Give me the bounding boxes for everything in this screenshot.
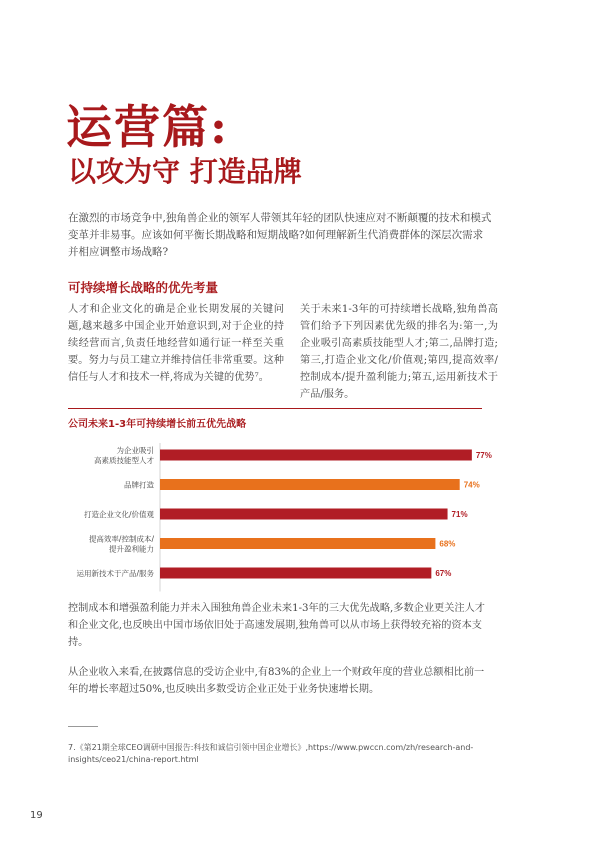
category-label-5-line-1: 运用新技术于产品/服务 (76, 569, 154, 578)
footnote: 7.《第21期全球CEO调研中国报告:科技和诚信引领中国企业增长》,https://www.pwccn.com/zh/research-and-insights/ceo21/china-report.html (68, 743, 474, 764)
page-number: 19 (30, 810, 43, 821)
bar-1 (160, 450, 472, 461)
category-label-2-line-1: 品牌打造 (124, 480, 154, 490)
category-label-1-line-2: 高素质技能型人才 (94, 456, 154, 465)
category-label-4-line-2: 提升盈利能力 (109, 544, 154, 554)
body-paragraph-2: 从企业收入来看,在披露信息的受访企业中,有83%的企业上一个财政年度的营业总额相比前一年的增长率超过50%,也反映出多数受访企业正处于业务快速增长期。 (68, 667, 485, 695)
category-label-4-line-1: 提高效率/控制成本/ (88, 534, 154, 544)
category-label-3-line-1: 打造企业文化/价值观 (83, 510, 154, 519)
bar-3 (160, 509, 448, 520)
left-column-text: 人才和企业文化的确是企业长期发展的关键问题,越来越多中国企业开始意识到,对于企业的持续经营而言,负责任地经营如通行证一样至关重要。努力与员工建立并维持信任非常重要。这种信任与人才和技术一样,将成为关键的优势⁷。 (68, 304, 284, 383)
right-column-text: 关于未来1-3年的可持续增长战略,独角兽高管们给予下列因素优先级的排名为:第一,为企业吸引高素质技能型人才;第二,品牌打造;第三,打造企业文化/价值观;第四,提高效率/控制成本/提升盈利能力;第五,运用新技术于产品/服务。 (300, 304, 498, 400)
category-label-1-line-1: 为企业吸引 (116, 446, 154, 455)
bar-2 (160, 479, 460, 490)
bar-value-label-1: 77% (475, 451, 492, 460)
chart-title: 公司未来1-3年可持续增长前五优先战略 (68, 419, 247, 430)
chart-top-rule (68, 408, 482, 409)
page-title: 运营篇: (66, 100, 229, 154)
page-subtitle: 以攻为守 打造品牌 (68, 155, 302, 188)
bar-value-label-3: 71% (451, 510, 468, 519)
bar-5 (160, 568, 431, 579)
footnote-rule (68, 726, 98, 727)
bar-chart (60, 435, 492, 595)
intro-paragraph: 在激烈的市场竞争中,独角兽企业的领军人带领其年轻的团队快速应对不断颠覆的技术和模式变革并非易事。应该如何平衡长期战略和短期战略?如何理解新生代消费群体的深层次需求并相应调整市场战略? (68, 212, 492, 258)
body-paragraph-1: 控制成本和增强盈利能力并未入围独角兽企业未来1-3年的三大优先战略,多数企业更关注人才和企业文化,也反映出中国市场依旧处于高速发展期,独角兽可以从市场上获得较充裕的资本支持。 (68, 603, 485, 648)
bar-value-label-4: 68% (439, 539, 456, 549)
section-heading: 可持续增长战略的优先考量 (68, 280, 219, 295)
bar-value-label-2: 74% (463, 480, 480, 490)
bar-value-label-5: 67% (435, 569, 452, 578)
bar-4 (160, 538, 435, 549)
